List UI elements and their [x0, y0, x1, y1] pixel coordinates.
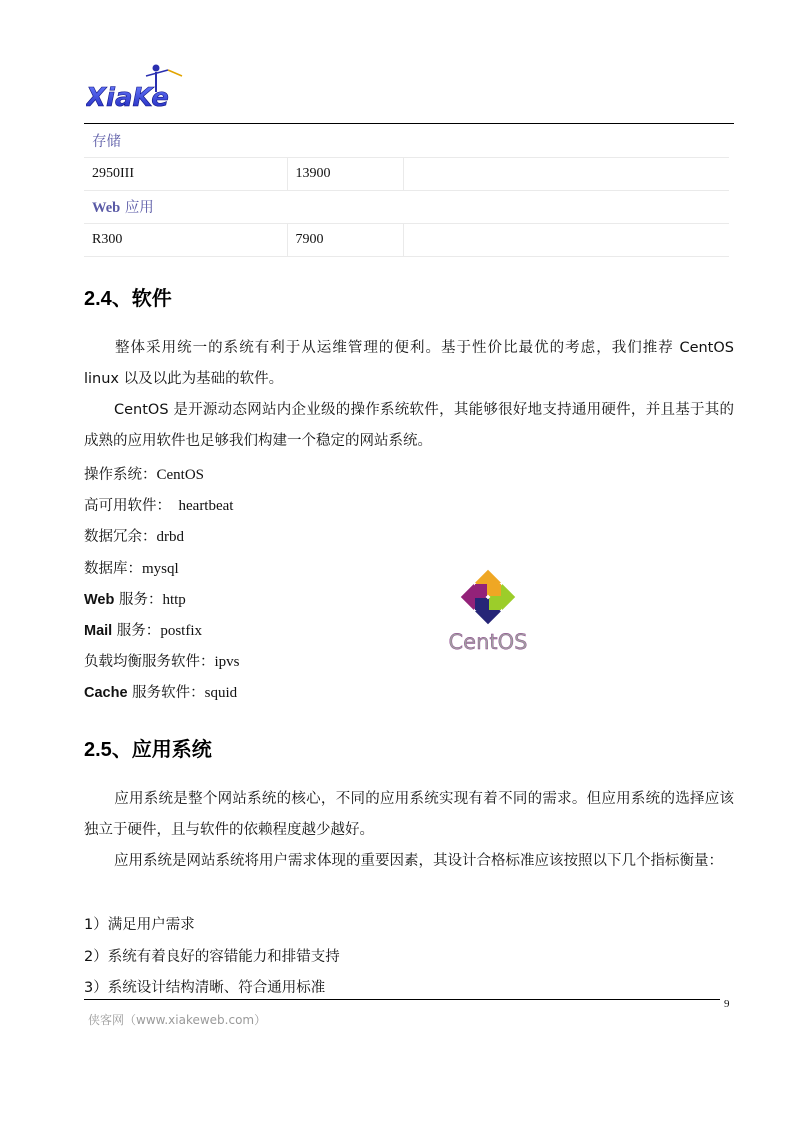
centos-logo [440, 567, 536, 657]
section-heading-application-system [84, 733, 212, 762]
server-spec-table [84, 124, 729, 257]
list-item: 2）系统有着良好的容错能力和排错支持 [84, 949, 340, 965]
software-item: 数据冗余：drbd [84, 529, 184, 545]
software-item: 操作系统：CentOS [84, 467, 205, 483]
price-cell: 7900 [287, 223, 403, 256]
section-title: 、应用系统 [111, 737, 212, 761]
software-item: 高可用软件： heartbeat [84, 498, 234, 514]
page-number: 9 [724, 998, 730, 1010]
table-row [84, 157, 729, 190]
note-cell [403, 223, 729, 256]
category-label-latin: Web [92, 200, 121, 216]
section-heading-software [84, 282, 172, 311]
paragraph-text: 应用系统是网站系统将用户需求体现的重要因素，其设计合格标准应该按照以下几个指标衡量： [114, 853, 723, 869]
model-cell: R300 [84, 223, 287, 256]
paragraph-text: 应用系统是整个网站系统的核心，不同的应用系统实现有着不同的需求。但应用系统的选择应该独立于硬件，且与软件的依赖程度越少越好。 [84, 791, 734, 838]
paragraph [84, 846, 734, 877]
centos-logo-text: CentOS [448, 630, 528, 654]
paragraph-text: CentOS 是开源动态网站内企业级的操作系统软件，其能够很好地支持通用硬件，并且基于其的成熟的应用软件也足够我们构建一个稳定的网站系统。 [84, 402, 734, 449]
section-title: 、软件 [111, 286, 172, 310]
software-item: 数据库：mysql [84, 561, 179, 577]
model-cell: 2950III [84, 157, 287, 190]
table-category-row [84, 124, 729, 157]
list-item: 1）满足用户需求 [84, 917, 195, 933]
paragraph [84, 784, 734, 846]
footer-site-text: 侠客网（www.xiakeweb.com） [88, 1013, 267, 1027]
section-number: 2.5 [84, 739, 112, 761]
category-label [84, 190, 729, 223]
software-item: 负载均衡服务软件：ipvs [84, 654, 240, 670]
list-item: 3）系统设计结构清晰、符合通用标准 [84, 980, 326, 996]
category-label-text: 应用 [124, 200, 154, 216]
section-number: 2.4 [84, 288, 112, 310]
xiake-logo [86, 62, 198, 118]
svg-text:XiaKe: XiaKe [86, 83, 169, 113]
software-item: Mail 服务：postfix [84, 623, 202, 639]
footer-rule [84, 999, 720, 1000]
table-row [84, 223, 729, 256]
software-item: Cache 服务软件：squid [84, 685, 238, 701]
paragraph [84, 395, 734, 457]
price-cell: 13900 [287, 157, 403, 190]
table-category-row [84, 190, 729, 223]
software-item: Web 服务：http [84, 592, 186, 608]
category-label: 存储 [84, 124, 729, 157]
paragraph-text: 整体采用统一的系统有利于从运维管理的便利。基于性价比最优的考虑，我们推荐 CentOS linux 以及以此为基础的软件。 [84, 340, 734, 387]
paragraph [84, 333, 734, 395]
note-cell [403, 157, 729, 190]
